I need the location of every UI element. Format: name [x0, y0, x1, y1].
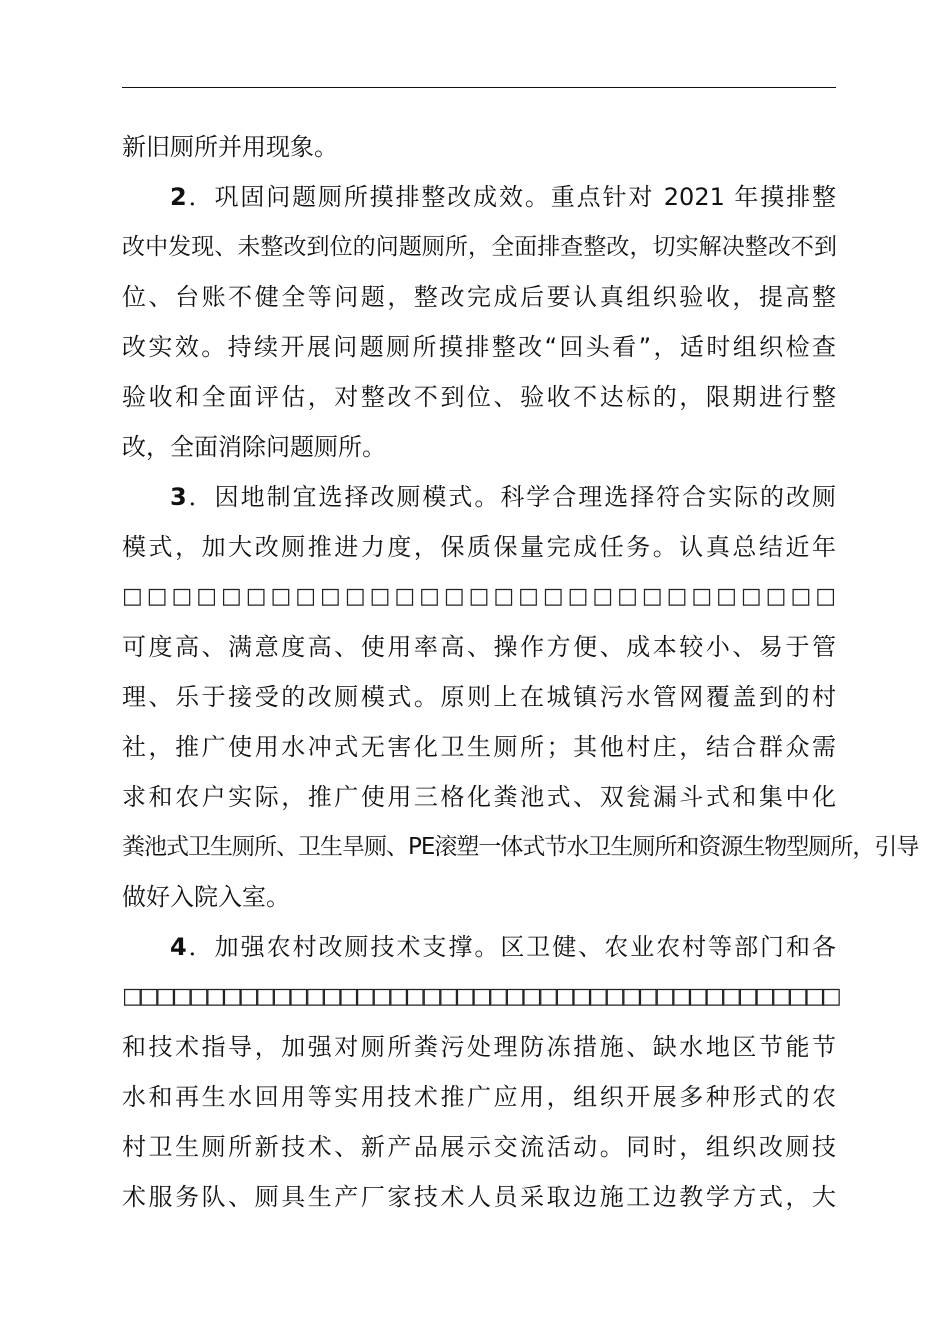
section-number: 4 [170, 933, 187, 961]
section-2-heading-line: 2．巩固问题厕所摸排整改成效。重点针对 2021 年摸排整 [170, 183, 836, 211]
text-line: 粪池式卫生厕所、卫生旱厕、PE滚塑一体式节水卫生厕所和资源生物型厕所，引导 [122, 834, 919, 860]
missing-glyph-line: □□□□□□□□□□□□□□□□□□□□□□□□□□□□□ [122, 584, 836, 609]
header-rule [122, 87, 836, 88]
section-3-heading-line: 3．因地制宜选择改厕模式。科学合理选择符合实际的改厕 [170, 483, 836, 511]
text-line: 新旧厕所并用现象。 [122, 133, 338, 161]
missing-glyph-line: □□□□□□□□□□□□□□□□□□□□□□□□□□□□□□□□□□□□□□□□□□□ [122, 984, 836, 1009]
text-line: 位、台账不健全等问题，整改完成后要认真组织验收，提高整 [122, 283, 836, 311]
text-line: 村卫生厕所新技术、新产品展示交流活动。同时，组织改厕技 [122, 1133, 836, 1161]
text-line: 模式，加大改厕推进力度，保质保量完成任务。认真总结近年 [122, 533, 836, 561]
text-line: 改实效。持续开展问题厕所摸排整改“回头看”，适时组织检查 [122, 333, 836, 361]
section-number: 3 [170, 483, 187, 511]
text-line: 验收和全面评估，对整改不到位、验收不达标的，限期进行整 [122, 383, 836, 411]
text-line: 水和再生水回用等实用技术推广应用，组织开展多种形式的农 [122, 1083, 836, 1111]
text-line: 做好入院入室。 [122, 883, 290, 911]
body-text [122, 122, 919, 1222]
text-line: 社，推广使用水冲式无害化卫生厕所；其他村庄，结合群众需 [122, 733, 836, 761]
text-line: 术服务队、厕具生产厂家技术人员采取边施工边教学方式，大 [122, 1183, 836, 1211]
section-number: 2 [170, 183, 187, 211]
text-line: 改，全面消除问题厕所。 [122, 433, 386, 461]
section-4-heading-line: 4．加强农村改厕技术支撑。区卫健、农业农村等部门和各 [170, 933, 836, 961]
text-line: 和技术指导，加强对厕所粪污处理防冻措施、缺水地区节能节 [122, 1033, 836, 1061]
text-line: 求和农户实际，推广使用三格化粪池式、双瓮漏斗式和集中化 [122, 783, 836, 811]
text-line: 可度高、满意度高、使用率高、操作方便、成本较小、易于管 [122, 633, 836, 661]
text-line: 改中发现、未整改到位的问题厕所，全面排查整改，切实解决整改不到 [122, 234, 836, 260]
text-line: 理、乐于接受的改厕模式。原则上在城镇污水管网覆盖到的村 [122, 683, 836, 711]
